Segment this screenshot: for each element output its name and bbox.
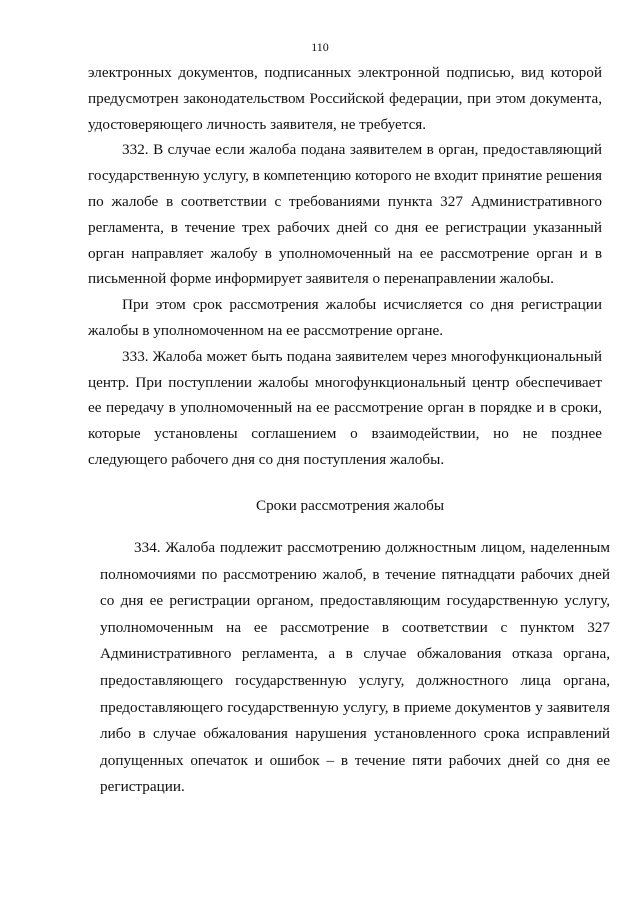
body-text-bottom — [100, 535, 610, 801]
paragraph-332-note: При этом срок рассмотрения жалобы исчисляется со дня регистрации жалобы в уполномоченном на ее рассмотрение органе. — [88, 296, 602, 339]
section-heading: Сроки рассмотрения жалобы — [255, 497, 445, 514]
paragraph-332: 332. В случае если жалоба подана заявителем в орган, предоставляющий государственную услугу, в компетенцию которого не входит принятие решения по жалобе в соответствии с требованиями пункта 327 Административного регламента, в течение трех рабочих дней со дня ее регистрации указанный орган направляет жалобу в уполномоченный на ее рассмотрение орган и в письменной форме информирует заявителя о перенаправлении жалобы. — [88, 141, 602, 288]
page-number: 110 — [311, 40, 329, 54]
body-text-top — [88, 60, 602, 473]
paragraph-continuation: электронных документов, подписанных электронной подписью, вид которой предусмотрен законодательством Российской федерации, при этом документа, удостоверяющего личность заявителя, не требуется. — [88, 64, 602, 133]
paragraph-333: 333. Жалоба может быть подана заявителем через многофункциональный центр. При поступлении жалобы многофункциональный центр обеспечивает ее передачу в уполномоченный на ее рассмотрение орган в порядке и в сроки, которые установлены соглашением о взаимодействии, но не позднее следующего рабочего дня со дня поступления жалобы. — [88, 347, 602, 468]
paragraph-334: 334. Жалоба подлежит рассмотрению должностным лицом, наделенным полномочиями по рассмотрению жалоб, в течение пятнадцати рабочих дней со дня ее регистрации органом, предоставляющим государственную услугу, уполномоченным на ее рассмотрение в соответствии с пунктом 327 Административного регламента, а в случае обжалования отказа органа, предоставляющего государственную услугу, должностного лица органа, предоставляющего государственную услугу, в приеме документов у заявителя либо в случае обжалования нарушения установленного срока исправлений допущенных опечаток и ошибок – в течение пяти рабочих дней со дня ее регистрации. — [100, 539, 610, 796]
